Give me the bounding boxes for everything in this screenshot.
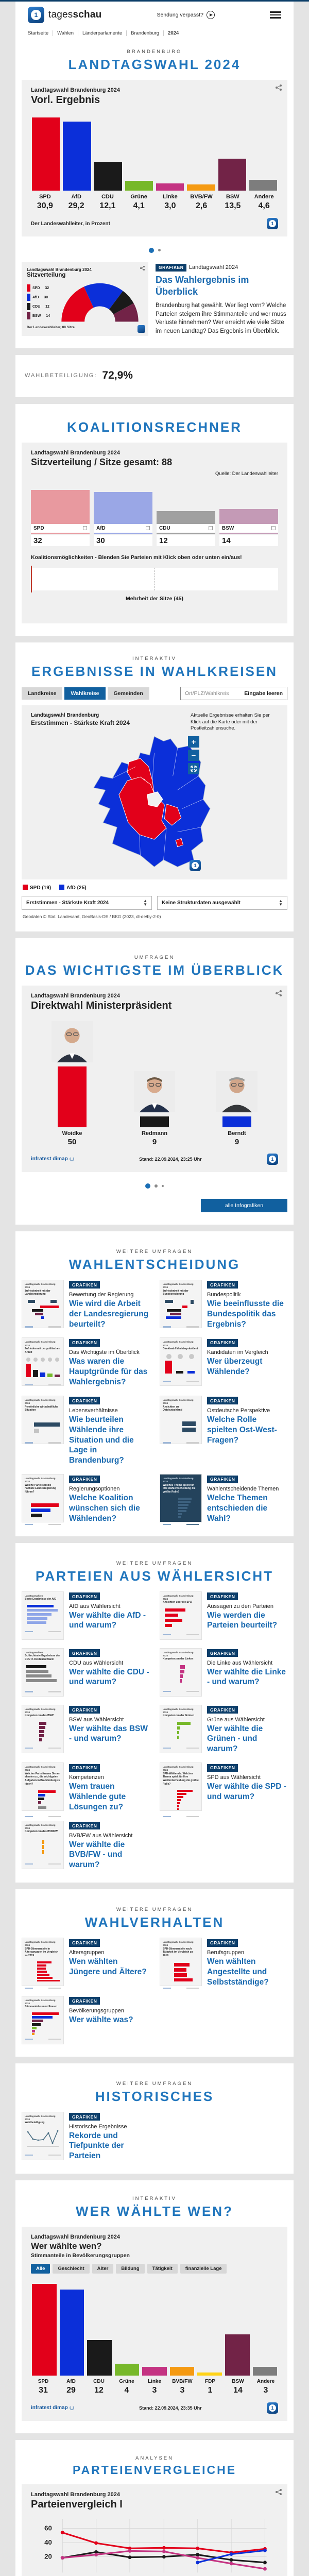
party-checkbox[interactable] xyxy=(209,526,213,530)
bar-labels: SPD 31 AfD 29 CDU 12 Grüne 4 Linke 3 BVB/FW 3 FDP 1 BSW 14 Andere 3 xyxy=(38,2378,275,2395)
stand-timestamp: Stand: 22.09.2024, 23:35 Uhr xyxy=(139,2405,202,2411)
teaser-cdu[interactable]: Landtagswahlen Schlechteste Ergebnisse der CDU in Ostdeutschland GRAFIKEN CDU aus Wählersicht Wer wählte die CDU - und warum? xyxy=(22,1648,149,1697)
tagesschau-logo-icon: 1 xyxy=(267,1154,278,1165)
teaser-thumbnail: Landtagswahl Brandenburg 2024 SPD-Wählende: Welches Thema spielt für Ihre Wahlentscheidung die größte Rolle? xyxy=(160,1762,202,1811)
card-title: Direktwahl Ministerpräsident xyxy=(31,999,172,1011)
filter-chips xyxy=(31,2264,278,2274)
teaser-berufsgruppen[interactable]: Landtagswahl Brandenburg 2024 SPD-Stimmanteile nach Tätigkeit im Vergleich zu 2019 GRAFIKEN Berufsgruppen Wen wählten Angestellte und Selbstständige? xyxy=(160,1938,287,1987)
teaser-kandidaten[interactable]: Landtagswahl Brandenburg 2024 Direktwahl Ministerpräsident GRAFIKEN Kandidaten im Vergleich Wer überzeugt Wählende? xyxy=(160,1337,287,1387)
play-icon[interactable] xyxy=(207,11,215,19)
chip-alter[interactable]: Alter xyxy=(92,2264,114,2274)
teaser-text: Brandenburg hat gewählt. Wer liegt vorn? Welche Parteien steigern ihre Stimmanteile und wer muss Verluste hinnehmen? Wer erreicht wie viele Sitze im neuen Landtag? Das Ergebnis im Überblick. xyxy=(156,302,286,335)
breadcrumb-item[interactable]: Brandenburg xyxy=(127,30,164,36)
teaser-thumbnail: Landtagswahl Brandenburg 2024 SPD-Stimmanteile in Altersgruppen im Vergleich zu 2019 xyxy=(22,1938,64,1986)
teaser-bsw[interactable]: Landtagswahl Brandenburg 2024 Kompetenzen des BSW GRAFIKEN BSW aus Wählersicht Wer wählte das BSW - und warum? xyxy=(22,1705,149,1754)
teaser-landesregierung[interactable]: Landtagswahl Brandenburg 2024 Zufriedenheit mit der Landesregierung GRAFIKEN Bewertung der Regierung Wie wird die Arbeit der Landesregierung beurteilt? xyxy=(22,1280,149,1329)
breadcrumb-item[interactable]: Länderparlamente xyxy=(78,30,127,36)
overview-teaser[interactable] xyxy=(22,262,287,336)
share-icon[interactable] xyxy=(275,2488,282,2498)
koalition-party-afd[interactable]: AfD 30 xyxy=(94,492,152,546)
card-subtitle: Stimmanteile in Bevölkerungsgruppen xyxy=(31,2252,130,2259)
teaser-parteien-aussagen[interactable]: Landtagswahl Brandenburg 2024 Ansichten über die SPD GRAFIKEN Aussagen zu den Parteien Wie werden die Parteien beurteilt? xyxy=(160,1591,287,1640)
section-hero xyxy=(15,2,294,348)
card-kicker: Landtagswahl Brandenburg 2024 xyxy=(31,2491,120,2498)
dot[interactable] xyxy=(145,1183,150,1189)
teaser-thumbnail: Landtagswahl Brandenburg 2024 Welche Partei soll die nächste Landesregierung führen? xyxy=(22,1474,64,1522)
chip-taetigkeit[interactable]: Tätigkeit xyxy=(147,2264,178,2274)
dot[interactable] xyxy=(154,1184,158,1188)
teaser-bvbfw[interactable]: Landtagswahl Brandenburg 2024 Kompetenzen des BVB/FW GRAFIKEN BVB/FW aus Wählersicht Wer wählte die BVB/FW - und warum? xyxy=(22,1821,149,1870)
teaser-thumbnail: Landtagswahl Brandenburg 2024 Kompetenzen des BSW xyxy=(22,1705,64,1753)
koalition-hint: Koalitionsmöglichkeiten - Blenden Sie Parteien mit Klick oben oder unten ein/aus! xyxy=(31,554,242,561)
clear-input-button[interactable]: Eingabe leeren xyxy=(244,690,283,697)
tagesschau-logo-icon xyxy=(138,325,145,333)
turnout-label: WAHLBETEILIGUNG: xyxy=(25,372,97,379)
dot[interactable] xyxy=(158,249,161,251)
bar-andere xyxy=(249,180,277,191)
teaser-gruene[interactable]: Landtagswahl Brandenburg 2024 Kompetenzen der Grünen GRAFIKEN Grüne aus Wählersicht Wer wählte die Grünen - und warum? xyxy=(160,1705,287,1754)
chip-geschlecht[interactable]: Geschlecht xyxy=(53,2264,89,2274)
card-kicker: Landtagswahl Brandenburg 2024 xyxy=(31,992,120,999)
section-title: WAHLVERHALTEN xyxy=(84,1914,225,1930)
chip-bildung[interactable]: Bildung xyxy=(116,2264,144,2274)
candidate-redmann: Redmann 9 xyxy=(113,1021,196,1146)
dot[interactable] xyxy=(149,248,154,253)
share-icon[interactable] xyxy=(140,264,145,274)
party-checkbox[interactable] xyxy=(146,526,150,530)
direktwahl-card xyxy=(22,986,287,1172)
section-title: KOALITIONSRECHNER xyxy=(67,419,242,435)
teaser-hauptgruende[interactable]: Landtagswahl Brandenburg 2024 Zufrieden mit der politischen Arbeit GRAFIKEN Das Wichtigste im Überblick Was waren die Hauptgründe für das Wahlergebnis? xyxy=(22,1337,149,1387)
bar-cdu xyxy=(94,162,122,191)
carousel-dots xyxy=(21,246,288,255)
section-title: WAHLENTSCHEIDUNG xyxy=(68,1256,241,1272)
grafiken-badge: GRAFIKEN xyxy=(156,264,186,272)
teaser-thumbnail: Landtagswahl Brandenburg 2024 Direktwahl Ministerpräsident xyxy=(160,1337,202,1386)
map-card xyxy=(22,705,287,879)
card-title: Erststimmen - Stärkste Kraft 2024 xyxy=(31,719,130,726)
chart-source: Der Landeswahlleiter, 88 Sitze xyxy=(27,326,75,329)
section-kicker: WEITERE UMFRAGEN xyxy=(116,2080,193,2087)
section-title: HISTORISCHES xyxy=(95,2088,214,2104)
map-legend: SPD (19) AfD (25) xyxy=(23,885,286,891)
section-koalitionsrechner xyxy=(15,404,294,636)
section-kicker: INTERAKTIV xyxy=(132,655,177,662)
breadcrumb-item[interactable]: Startseite xyxy=(28,30,53,36)
tagesschau-logo-icon: 1 xyxy=(190,860,201,871)
teaser-thumbnail: Landtagswahl Brandenburg 2024 Kompetenzen der Linken xyxy=(160,1648,202,1697)
section-title: WER WÄHLTE WEN? xyxy=(76,2203,233,2219)
teaser-bundespolitik[interactable]: Landtagswahl Brandenburg 2024 Zufriedenheit mit der Bundesregierung GRAFIKEN Bundespolitik Wie beeinflusste die Bundespolitik das Ergebnis? xyxy=(160,1280,287,1329)
teaser-thumbnail: Landtagswahl Brandenburg 2024 Wahlbeteiligung xyxy=(22,2112,64,2160)
section-wahlverhalten xyxy=(15,1889,294,2056)
candidate-photo xyxy=(216,1071,258,1112)
section-parteienvergleiche xyxy=(15,2440,294,2576)
koalition-majority-strip xyxy=(31,568,278,590)
search-placeholder: Ort/PLZ/Wahlkreis xyxy=(185,690,229,697)
infratest-dimap-logo: infratest dimap xyxy=(31,1156,74,1162)
section-kicker: WEITERE UMFRAGEN xyxy=(116,1907,193,1913)
parteienvergleich-card xyxy=(22,2484,287,2576)
tab-landkreise[interactable]: Landkreise xyxy=(22,687,62,700)
party-checkbox[interactable] xyxy=(271,526,276,530)
section-historisches xyxy=(15,2063,294,2174)
section-kicker: ANALYSEN xyxy=(135,2455,174,2461)
share-icon[interactable] xyxy=(275,990,282,999)
tagesschau-logo-icon: 1 xyxy=(267,2402,278,2414)
alle-infografiken-button[interactable]: alle Infografiken xyxy=(201,1199,287,1212)
teaser-kompetenzen[interactable]: Landtagswahl Brandenburg 2024 Welcher Partei trauen Sie am ehesten zu, die wichtigsten Aufgaben in Brandenburg zu lösen? GRAFIKEN Kompetenzen Wem trauen Wählende gute Lösungen zu? xyxy=(22,1762,149,1812)
section-wer-waehlte-wen xyxy=(15,2180,294,2433)
teaser-bevoelkerungsgruppen[interactable]: Landtagswahl Brandenburg 2024 Stimmanteile unter Frauen GRAFIKEN Bevölkerungsgruppen Wer wählte was? xyxy=(22,1996,149,2044)
carousel-dots xyxy=(21,1181,288,1191)
teaser-thumbnail: Landtagswahl Brandenburg 2024 Persönliche wirtschaftliche Situation xyxy=(22,1396,64,1444)
koalition-party-spd[interactable]: SPD 32 xyxy=(31,490,90,546)
candidate-berndt: Berndt 9 xyxy=(196,1021,278,1146)
teaser-thumbnail: Landtagswahl Brandenburg 2024 Ansichten über die SPD xyxy=(160,1591,202,1640)
section-umfragen-ueberblick xyxy=(15,938,294,1225)
teaser-thumbnail: Landtagswahl Brandenburg 2024 Kompetenzen des BVB/FW xyxy=(22,1821,64,1869)
seat-chart-card: Landtagswahl Brandenburg 2024 Sitzverteilung SPD 32 AfD 30 CDU 12 BSW 14 Der Landeswahlleiter, 88 Sitze xyxy=(22,262,148,336)
site-header xyxy=(21,2,288,27)
stand-timestamp: Stand: 22.09.2024, 23:25 Uhr xyxy=(139,1156,202,1162)
section-wahlkreise xyxy=(15,642,294,931)
party-line-chart xyxy=(31,2516,278,2576)
candidate-photo xyxy=(134,1071,175,1112)
teaser-thumbnail: Landtagswahl Brandenburg 2024 Zufriedenheit mit der Landesregierung xyxy=(22,1280,64,1328)
metric-select[interactable]: Erststimmen - Stärkste Kraft 2024 ▲ ▼ xyxy=(22,896,152,910)
teaser-kicker: Landtagswahl 2024 xyxy=(188,264,238,270)
section-wahlentscheidung xyxy=(15,1231,294,1536)
tagesschau-logo-icon: 1 xyxy=(267,218,278,229)
tagesschau-logo-icon[interactable]: 1 xyxy=(28,7,44,23)
tab-gemeinden[interactable]: Gemeinden xyxy=(108,687,149,700)
brandenburg-map[interactable] xyxy=(84,734,224,869)
zoom-in-button[interactable]: + xyxy=(188,736,199,748)
svg-text:20: 20 xyxy=(44,2552,52,2561)
bar-spd xyxy=(32,117,60,191)
koalition-party-bsw[interactable]: BSW 14 xyxy=(219,509,278,546)
brand-wordmark[interactable]: tagesschau xyxy=(48,9,102,20)
teaser-headline[interactable]: Das Wahlergebnis im Überblick xyxy=(156,275,249,297)
section-kicker: WEITERE UMFRAGEN xyxy=(116,1560,193,1566)
bar-gruene xyxy=(125,181,153,191)
bar-linke xyxy=(156,183,184,191)
section-turnout xyxy=(15,355,294,397)
tab-wahlkreise[interactable]: Wahlkreise xyxy=(64,687,105,700)
chart-source: Quelle: Der Landeswahlleiter xyxy=(215,470,278,477)
teaser-thumbnail: Landtagswahl Brandenburg 2024 Stimmanteile unter Frauen xyxy=(22,1996,64,2044)
teaser-thumbnail: Landtagswahl Brandenburg 2024 Ansichten zu Ostdeutschland xyxy=(160,1396,202,1444)
search-input[interactable] xyxy=(180,687,287,700)
card-title: Parteienvergleich I xyxy=(31,2498,123,2510)
wer-waehlte-bar-chart xyxy=(31,2282,278,2376)
koalition-card xyxy=(22,443,287,623)
chart-kicker: Landtagswahl Brandenburg 2024 xyxy=(31,87,120,93)
candidate-chart xyxy=(31,1021,278,1146)
teaser-themen[interactable]: Landtagswahl Brandenburg 2024 Welches Thema spielt für Ihre Wahlentscheidung die größte Rolle? GRAFIKEN Wahlentscheidende Themen Welche Themen entschieden die Wahl? xyxy=(160,1474,287,1523)
teaser-thumbnail: Landtagswahl Brandenburg 2024 Zufriedenheit mit der Bundesregierung xyxy=(160,1280,202,1328)
section-title: DAS WICHTIGSTE IM ÜBERBLICK xyxy=(25,962,284,978)
svg-text:60: 60 xyxy=(44,2524,52,2532)
teaser-thumbnail: Landtagswahl Brandenburg 2024 Welcher Partei trauen Sie am ehesten zu, die wichtigsten Aufgaben in Brandenburg zu lösen? xyxy=(22,1762,64,1811)
chip-finanzielle-lage[interactable]: finanzielle Lage xyxy=(180,2264,227,2274)
breadcrumb xyxy=(21,27,288,41)
candidate-woidke: Woidke 50 xyxy=(31,1021,113,1146)
teaser-spd[interactable]: Landtagswahl Brandenburg 2024 SPD-Wählende: Welches Thema spielt für Ihre Wahlentscheidung die größte Rolle? GRAFIKEN SPD aus Wählersicht Wer wählte die SPD - und warum? xyxy=(160,1762,287,1812)
section-kicker: UMFRAGEN xyxy=(134,954,175,960)
bar-labels: SPD 30,9 AfD 29,2 CDU 12,1 Grüne 4,1 Linke 3,0 BVB/FW 2,6 BSW 13,5 Andere 4,6 xyxy=(37,194,274,210)
majority-label: Mehrheit der Sitze (45) xyxy=(125,595,184,602)
teaser-thumbnail: Landtagswahl Brandenburg 2024 Welches Thema spielt für Ihre Wahlentscheidung die größte Rolle? xyxy=(160,1474,202,1522)
teaser-thumbnail: Landtagswahl Brandenburg 2024 Kompetenzen der Grünen xyxy=(160,1705,202,1753)
card-kicker: Landtagswahl Brandenburg xyxy=(31,712,99,718)
koalition-party-cdu[interactable]: CDU 12 xyxy=(157,511,215,546)
breadcrumb-item[interactable]: 2024 xyxy=(168,30,179,36)
hero-kicker: BRANDENBURG xyxy=(127,49,182,55)
menu-icon[interactable] xyxy=(270,10,281,20)
card-kicker: Landtagswahl Brandenburg 2024 xyxy=(31,2233,120,2240)
section-title: PARTEIENVERGLEICHE xyxy=(72,2463,237,2477)
bar-bvbfw xyxy=(187,184,215,191)
zoom-out-button[interactable]: − xyxy=(188,750,199,761)
dot[interactable] xyxy=(162,1185,164,1187)
section-title: ERGEBNISSE IN WAHLKREISEN xyxy=(31,663,278,679)
teaser-altersgruppen[interactable]: Landtagswahl Brandenburg 2024 SPD-Stimmanteile in Altersgruppen im Vergleich zu 2019 GRAFIKEN Altersgruppen Wen wählten Jüngere und Ältere? xyxy=(22,1938,149,1987)
teaser-lebensverhaeltnisse[interactable]: Landtagswahl Brandenburg 2024 Persönliche wirtschaftliche Situation GRAFIKEN Lebensverhältnisse Wie beurteilen Wählende ihre Situation und die Lage in Brandenburg? xyxy=(22,1396,149,1466)
share-icon[interactable] xyxy=(275,84,282,94)
page-title: LANDTAGSWAHL 2024 xyxy=(68,57,241,72)
teaser-regierungsoptionen[interactable]: Landtagswahl Brandenburg 2024 Welche Partei soll die nächste Landesregierung führen? GRAFIKEN Regierungsoptionen Welche Koalition wünschen sich die Wählenden? xyxy=(22,1474,149,1523)
party-checkbox[interactable] xyxy=(83,526,87,530)
teaser-thumbnail: Landtagswahl Brandenburg 2024 SPD-Stimmanteile nach Tätigkeit im Vergleich zu 2019 xyxy=(160,1938,202,1986)
teaser-linke[interactable]: Landtagswahl Brandenburg 2024 Kompetenzen der Linken GRAFIKEN Die Linke aus Wählersicht Wer wählte die Linke - und warum? xyxy=(160,1648,287,1697)
bar-bsw xyxy=(218,159,246,191)
chart-title: Vorl. Ergebnis xyxy=(31,94,100,106)
section-kicker: WEITERE UMFRAGEN xyxy=(116,1248,193,1255)
teaser-afd[interactable]: Landtagswahlen Beste Ergebnisse der AfD GRAFIKEN AfD aus Wählersicht Wer wählte die AfD - und warum? xyxy=(22,1591,149,1640)
svg-text:40: 40 xyxy=(44,2538,52,2547)
map-zoom-controls xyxy=(188,736,199,776)
bar-afd xyxy=(63,122,91,191)
chart-source: Der Landeswahlleiter, in Prozent xyxy=(31,221,110,227)
result-bar-chart xyxy=(31,114,278,191)
chip-alle[interactable]: Alle xyxy=(31,2264,50,2274)
tagline-label[interactable]: Sendung verpasst? xyxy=(157,12,203,18)
teaser-thumbnail: Landtagswahlen Beste Ergebnisse der AfD xyxy=(22,1591,64,1640)
map-note: Aktuelle Ergebnisse erhalten Sie per Klick auf die Karte oder mit der Postleitzahlensuche. xyxy=(191,712,270,732)
geodata-source: Geodaten © Stat. Landesamt, GeoBasis-DE / BKG (2023, dl-de/by-2-0) xyxy=(23,913,161,919)
teaser-thumbnail: Landtagswahlen Schlechteste Ergebnisse der CDU in Ostdeutschland xyxy=(22,1648,64,1697)
breadcrumb-item[interactable]: Wahlen xyxy=(53,30,78,36)
section-title: PARTEIEN AUS WÄHLERSICHT xyxy=(36,1568,273,1584)
fullscreen-button[interactable] xyxy=(188,763,199,774)
teaser-ostwest[interactable]: Landtagswahl Brandenburg 2024 Ansichten zu Ostdeutschland GRAFIKEN Ostdeutsche Perspektive Welche Rolle spielten Ost-West-Fragen? xyxy=(160,1396,287,1466)
seat-donut-chart xyxy=(59,280,141,324)
structdata-select[interactable]: Keine Strukturdaten ausgewählt ▲ ▼ xyxy=(157,896,287,910)
turnout-value: 72,9% xyxy=(102,369,133,381)
wer-waehlte-card xyxy=(22,2227,287,2421)
section-kicker: INTERAKTIV xyxy=(132,2195,177,2201)
infratest-dimap-logo: infratest dimap xyxy=(31,2405,74,2411)
koalition-bars xyxy=(31,490,278,546)
teaser-thumbnail: Landtagswahl Brandenburg 2024 Zufrieden mit der politischen Arbeit xyxy=(22,1337,64,1386)
candidate-photo xyxy=(52,1021,93,1062)
seat-legend: SPD 32 AfD 30 CDU 12 BSW 14 xyxy=(27,280,57,324)
result-chart-card xyxy=(22,80,287,236)
card-kicker: Landtagswahl Brandenburg 2024 xyxy=(31,449,120,456)
teaser-historische-ergebnisse[interactable]: Landtagswahl Brandenburg 2024 Wahlbeteiligung GRAFIKEN Historische Ergebnisse Rekorde und Tiefpunkte der Parteien xyxy=(22,2112,149,2161)
card-title: Wer wählte wen? xyxy=(31,2241,102,2251)
card-title: Sitzverteilung / Sitze gesamt: 88 xyxy=(31,456,173,467)
section-parteien xyxy=(15,1543,294,1883)
